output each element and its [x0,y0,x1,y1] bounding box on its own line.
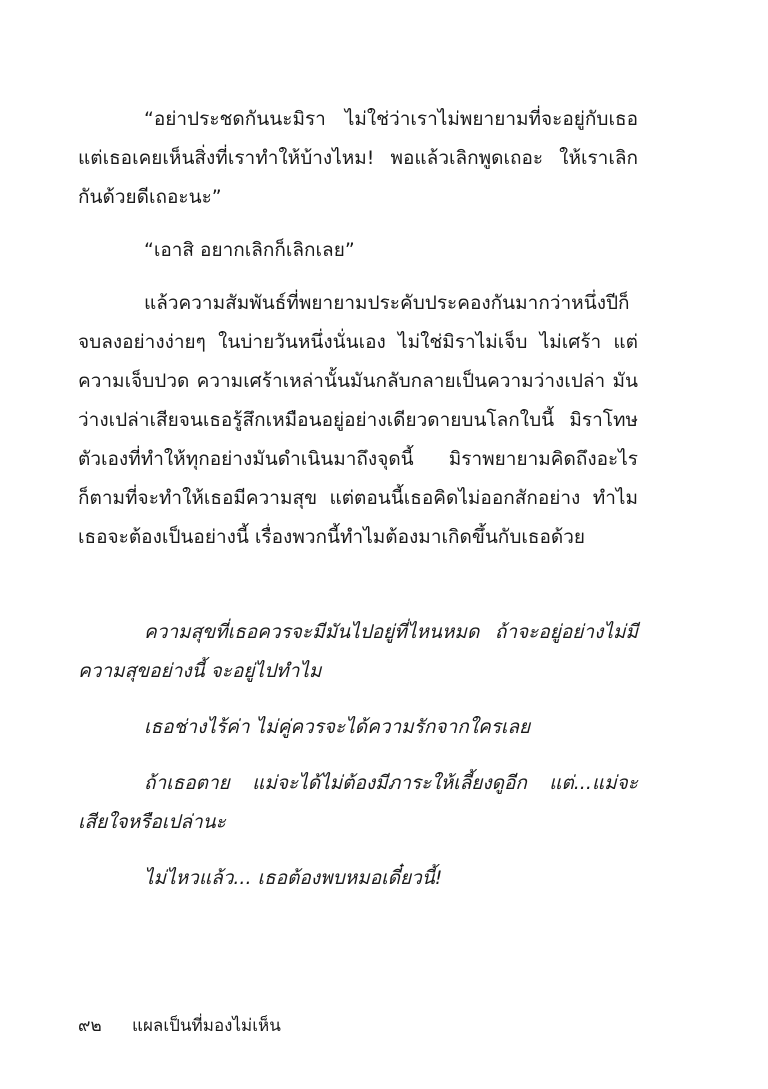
book-title: แผลเป็นที่มองไม่เห็น [132,1016,281,1036]
thought-paragraph-4: ไม่ไหวแล้ว... เธอต้องพบหมอเดี๋ยวนี้! [144,867,443,889]
dialogue-paragraph-2: “เอาสิ อยากเลิกก็เลิกเลย” [144,239,355,261]
thought-paragraph-3: ถ้าเธอตาย แม่จะได้ไม่ต้องมีภาระให้เลี้ยงดูอีก แต่...แม่จะเสียใจหรือเปล่านะ [78,772,638,833]
thought-paragraph-1: ความสุขที่เธอควรจะมีมันไปอยู่ที่ไหนหมด ถ้าจะอยู่อย่างไม่มีความสุขอย่างนี้ จะอยู่ไปทำไม [78,621,638,682]
dialogue-paragraph-1: “อย่าประชดกันนะมิรา ไม่ใช่ว่าเราไม่พยายามที่จะอยู่กับเธอ แต่เธอเคยเห็นสิ่งที่เราทำให้บ้างไหม! พอแล้วเลิกพูดเถอะ ให้เราเลิกกันด้วยดีเถอะนะ” [78,108,638,208]
narrative-paragraph: แล้วความสัมพันธ์ที่พยายามประคับประคองกันมากว่าหนึ่งปีก็จบลงอย่างง่ายๆ ในบ่ายวันหนึ่งนั่นเอง ไม่ใช่มิราไม่เจ็บ ไม่เศร้า แต่ความเจ็บปวด ความเศร้าเหล่านั้นมันกลับกลายเป็นความว่างเปล่า มันว่างเปล่าเสียจนเธอรู้สึกเหมือนอยู่อย่างเดียวดายบนโลกใบนี้ มิราโทษตัวเองที่ทำให้ทุกอย่างมันดำเนินมาถึงจุดนี้ มิราพยายามคิดถึงอะไรก็ตามที่จะทำให้เธอมีความสุข แต่ตอนนี้เธอคิดไม่ออกสักอย่าง ทำไมเธอจะต้องเป็นอย่างนี้ เรื่องพวกนี้ทำไมต้องมาเกิดขึ้นกับเธอด้วย [78,292,638,548]
thought-paragraph-2: เธอช่างไร้ค่า ไม่คู่ควรจะได้ความรักจากใครเลย [144,716,531,738]
page-number: ๙๒ [78,1016,102,1036]
page-body [78,100,638,898]
page-footer [78,1014,281,1038]
